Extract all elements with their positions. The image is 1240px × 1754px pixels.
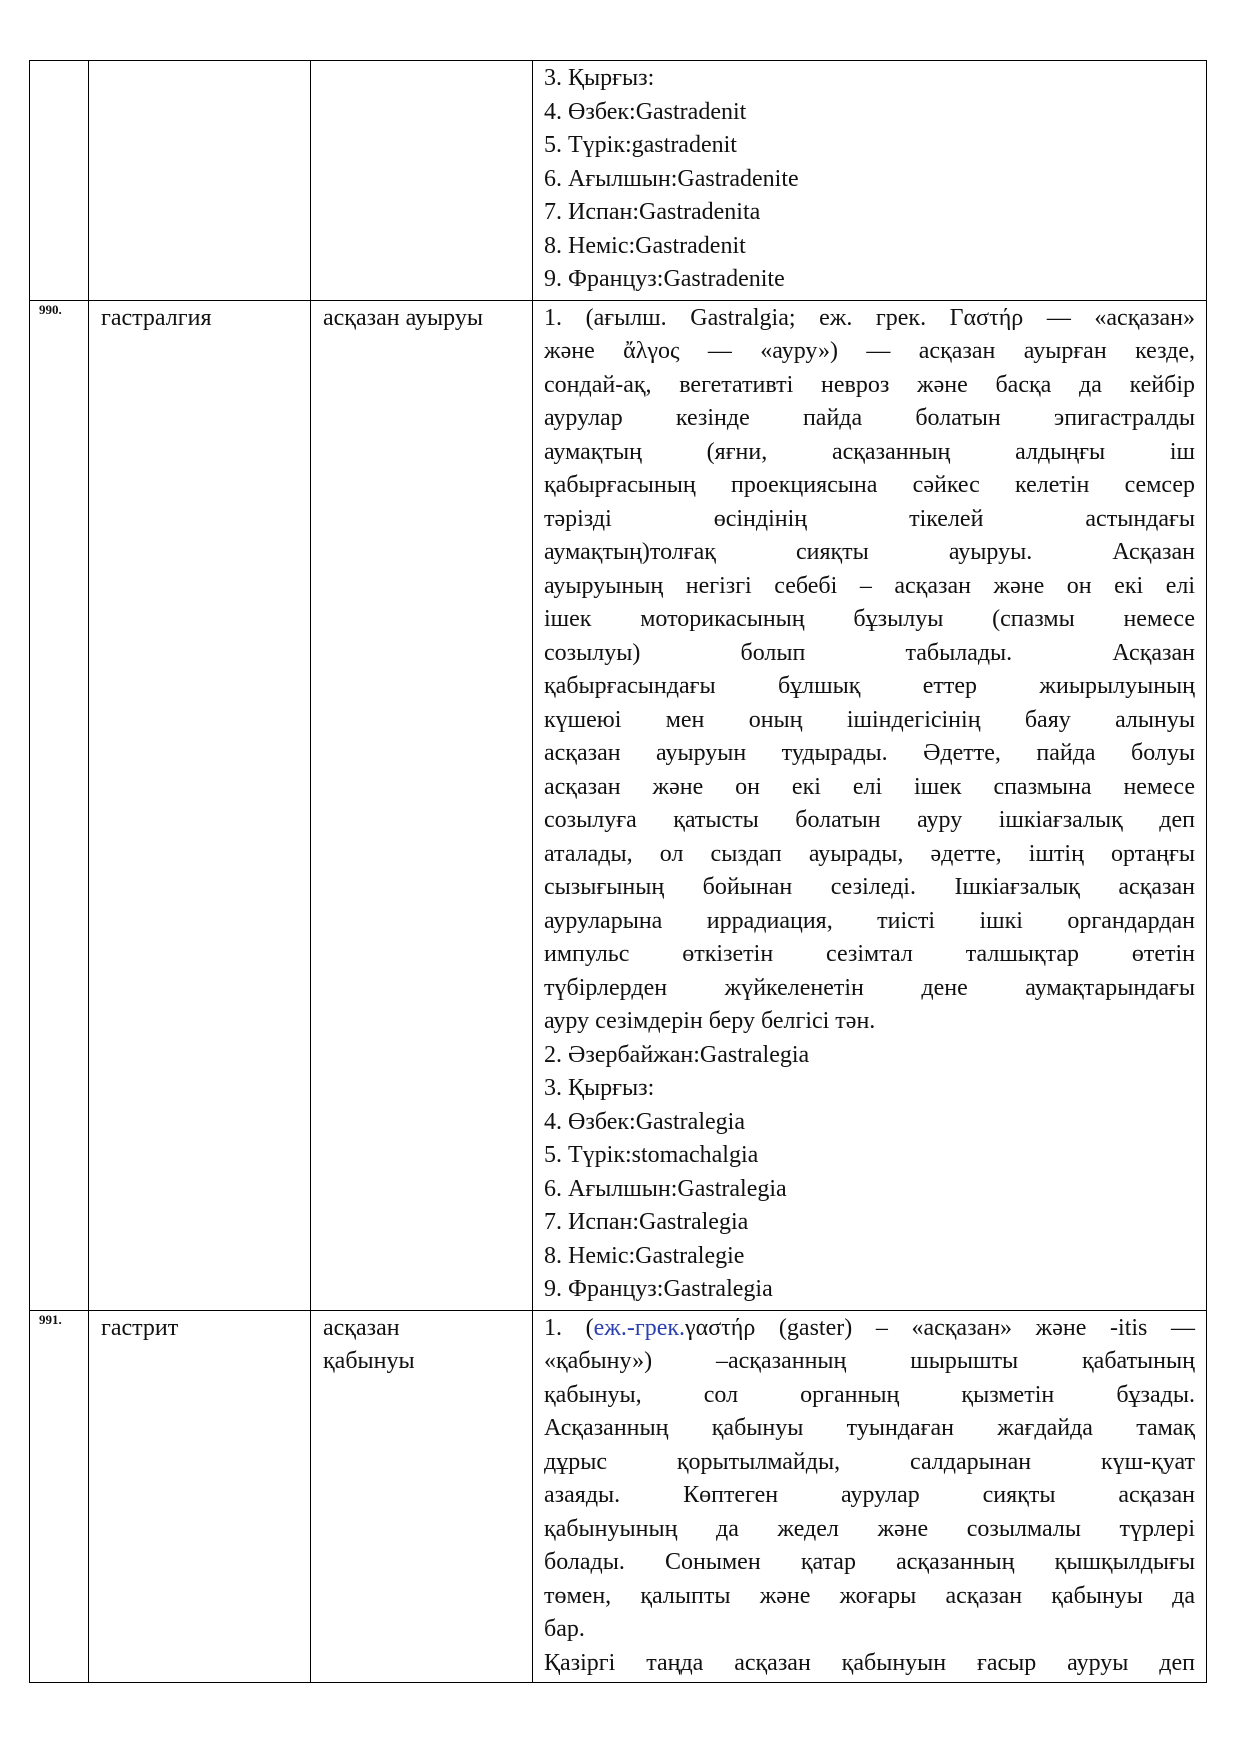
- etymology-link[interactable]: еж.-грек.: [593, 1314, 686, 1341]
- translation-line: 8. Неміс:Gastradenit: [544, 232, 746, 259]
- row-number-cell: [30, 61, 89, 301]
- definition-line: аталады, ол сыздап ауырады, әдетте, іштің ортаңғы: [544, 840, 1195, 867]
- table-row-990: [30, 300, 1207, 1310]
- definition-line: Қазіргі таңда асқазан қабынуын ғасыр ауруы деп: [544, 1649, 1195, 1676]
- definition-line: дұрыс қорытылмайды, салдарынан күш-қуат: [544, 1448, 1195, 1475]
- definition-line: аумақтың (яғни, асқазанның алдыңғы іш: [544, 438, 1195, 465]
- translation-line: 9. Француз:Gastradenite: [544, 266, 785, 292]
- definition-line: Асқазанның қабынуы туындаған жағдайда тамақ: [544, 1415, 1195, 1441]
- definition-line: созылуы) болып табылады. Асқазан: [544, 639, 1195, 666]
- translation-line: 4. Өзбек:Gastradenit: [544, 98, 747, 125]
- kazakh-term: асқазан ауыруы: [311, 300, 533, 1310]
- definition-line: созылуға қатысты болатын ауру ішкіағзалық деп: [544, 807, 1195, 833]
- translation-line: 7. Испан:Gastradenita: [544, 199, 761, 225]
- translation-line: 2. Әзербайжан:Gastralegia: [544, 1041, 810, 1068]
- translation-line: 7. Испан:Gastralegia: [544, 1209, 749, 1235]
- kazakh-term: [311, 1310, 533, 1683]
- definition-line: және ἄλγος — «ауру») — асқазан ауырған кезде,: [544, 338, 1195, 364]
- row-number: 991.: [30, 1310, 89, 1683]
- definition-line: қабынуының да жедел және созылмалы түрлері: [544, 1515, 1195, 1542]
- definition-cell: [533, 300, 1207, 1310]
- definition-line: қабырғасындағы бұлшық еттер жиырылуының: [544, 673, 1195, 699]
- term-cell: [89, 61, 311, 301]
- kazakh-term-line: қабынуы: [323, 1348, 415, 1374]
- term: гастралгия: [89, 300, 311, 1310]
- definition-line: асқазан ауыруын тудырады. Әдетте, пайда болуы: [544, 740, 1195, 766]
- definition-line: болады. Сонымен қатар асқазанның қышқылдығы: [544, 1549, 1195, 1575]
- definition-line: ауруларына иррадиация, тиісті ішкі органдардан: [544, 907, 1195, 934]
- translation-line: 8. Неміс:Gastralegie: [544, 1242, 745, 1269]
- definition-cell: [533, 61, 1207, 301]
- table-row-previous: [30, 61, 1207, 301]
- definition-first-rest: γαστήρ (gaster) – «асқазан» және -itis —: [685, 1314, 1195, 1341]
- definition-prefix: 1. (: [544, 1314, 594, 1341]
- kazakh-term-cell: [311, 61, 533, 301]
- translation-line: 5. Түрік:stomachalgia: [544, 1142, 759, 1168]
- definition-line: азаяды. Көптеген аурулар сияқты асқазан: [544, 1482, 1195, 1508]
- definition-line: импульс өткізетін сезімтал талшықтар өтетін: [544, 941, 1195, 967]
- definition-line: сондай-ақ, вегетативті невроз және басқа да кейбір: [544, 371, 1195, 398]
- table-row-991: [30, 1310, 1207, 1683]
- translation-line: 3. Қырғыз:: [544, 1075, 655, 1101]
- definition-line: аурулар кезінде пайда болатын эпигастралды: [544, 405, 1195, 431]
- translation-line: 4. Өзбек:Gastralegia: [544, 1108, 745, 1135]
- definition-line: бар.: [544, 1616, 585, 1642]
- glossary-table: [29, 60, 1207, 1683]
- definition-line: қабырғасының проекциясына сәйкес келетін семсер: [544, 472, 1195, 498]
- definition-line: түбірлерден жүйкеленетін дене аумақтарындағы: [544, 974, 1195, 1001]
- translation-line: 6. Ағылшын:Gastradenite: [544, 165, 799, 192]
- definition-line: аумақтың)толғақ сияқты ауыруы. Асқазан: [544, 539, 1195, 565]
- row-number: 990.: [30, 300, 89, 1310]
- translation-line: 5. Түрік:gastradenit: [544, 132, 737, 158]
- translation-line: 3. Қырғыз:: [544, 65, 655, 91]
- definition-line: ішек моторикасының бұзылуы (спазмы немесе: [544, 606, 1195, 632]
- definition-cell: [533, 1310, 1207, 1683]
- definition-line: «қабыну») –асқазанның шырышты қабатының: [544, 1348, 1195, 1374]
- definition-first-line: [544, 1312, 1195, 1346]
- definition-line: асқазан және он екі елі ішек спазмына немесе: [544, 773, 1195, 800]
- definition-line: күшеюі мен оның ішіндегісінің баяу алынуы: [544, 706, 1195, 733]
- kazakh-term-line: асқазан: [323, 1314, 400, 1341]
- definition-line: ауыруының негізгі себебі – асқазан және он екі елі: [544, 572, 1195, 599]
- definition-line: сызығының бойынан сезіледі. Ішкіағзалық асқазан: [544, 874, 1195, 900]
- term: гастрит: [89, 1310, 311, 1683]
- definition-line: 1. (ағылш. Gastralgia; еж. грек. Γαστήρ — «асқазан»: [544, 304, 1195, 331]
- definition-line: ауру сезімдерін беру белгісі тән.: [544, 1008, 876, 1034]
- translation-line: 6. Ағылшын:Gastralegia: [544, 1175, 787, 1202]
- definition-line: төмен, қалыпты және жоғары асқазан қабынуы да: [544, 1582, 1195, 1609]
- definition-line: тәрізді өсіндінің тікелей астындағы: [544, 505, 1195, 532]
- definition-line: қабынуы, сол органның қызметін бұзады.: [544, 1381, 1195, 1408]
- translation-line: 9. Француз:Gastralegia: [544, 1276, 773, 1302]
